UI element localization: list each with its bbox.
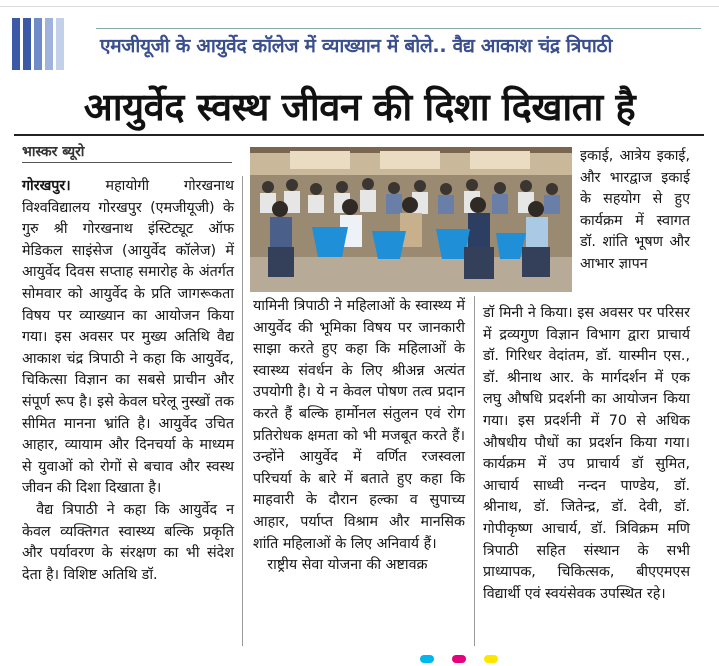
article-paragraph: वैद्य त्रिपाठी ने कहा कि आयुर्वेद न केवल व्यक्तिगत स्वास्थ्य बल्कि प्रकृति और पर्यावरण के संरक्षण का भी संदेश देता है। विशिष्ट अतिथि डॉ. [22, 501, 234, 583]
magenta-registration-mark [452, 655, 466, 663]
article-column-2 [253, 296, 465, 577]
article-paragraph: राष्ट्रीय सेवा योजना की अष्टावक्र [267, 557, 428, 574]
column-divider [474, 296, 475, 646]
decorative-stripes [12, 18, 64, 70]
byline: भास्कर ब्यूरो [22, 144, 85, 160]
kicker-rule [96, 28, 701, 29]
kicker-band [0, 18, 719, 70]
event-photo [250, 147, 572, 292]
article-paragraph [22, 176, 234, 500]
page-bottom-edge [0, 650, 719, 666]
page-top-edge [0, 0, 719, 7]
paragraph-text: महायोगी गोरखनाथ विश्वविद्यालय गोरखपुर (एमजीयूजी) के गुरु श्री गोरखनाथ इंस्टिट्यूट ऑफ मेडिकल साइंसेज (आयुर्वेद कॉलेज) में आयुर्वेद दिवस सप्ताह समारोह के अंतर्गत सोमवार को आयुर्वेद के प्रति जागरूकता विषय पर व्याख्यान का आयोजन किया गया। इस अवसर पर मुख्य अतिथि वैद्य आकाश चंद्र त्रिपाठी ने कहा कि आयुर्वेद, चिकित्सा विज्ञान का सबसे प्राचीन और संपूर्ण रूप है। इसे केवल घरेलू नुस्खों तक सीमित मानना भ्रांति है। आयुर्वेद उचित आहार, व्यायाम और दिनचर्या के माध्यम से युवाओं को रोगों से बचाव और स्वस्थ जीवन की दिशा दिखाता है। [22, 178, 234, 497]
dateline: गोरखपुर। [22, 178, 71, 194]
headline-rule [14, 134, 704, 136]
article-column-3: डॉ मिनी ने किया। इस अवसर पर परिसर में द्रव्यगुण विज्ञान विभाग द्वारा प्राचार्य डॉ. गिरिधर वेदांतम, डॉ. यास्मीन एस., डॉ. श्रीनाथ आर. के मार्गदर्शन में एक लघु औषधि प्रदर्शनी का आयोजन किया गया। इस प्रदर्शनी में 70 से अधिक औषधीय पौधों का प्रदर्शन किया गया। कार्यक्रम में उप प्राचार्य डॉ सुमित, आचार्य साध्वी नन्दन पाण्डेय, डॉ. श्रीनाथ, डॉ. जितेन्द्र, डॉ. देवी, डॉ. गोपीकृष्ण आचार्य, डॉ. त्रिविक्रम मणि त्रिपाठी सहित संस्थान के सभी प्राध्यापक, चिकित्सक, बीएएमएस विद्यार्थी एवं स्वयंसेवक उपस्थित रहे। [483, 305, 690, 602]
column-divider [242, 176, 243, 646]
yellow-registration-mark [484, 655, 498, 663]
cyan-registration-mark [420, 655, 434, 663]
audience-photo-image [250, 147, 572, 292]
article-paragraph: यामिनी त्रिपाठी ने महिलाओं के स्वास्थ्य में आयुर्वेद की भूमिका विषय पर जानकारी साझा करते हुए कहा कि महिलाओं के स्वास्थ्य संवर्धन के लिए श्रीअन्न अत्यंत उपयोगी है। ये न केवल पोषण तत्व प्रदान करते हैं बल्कि हार्मोनल संतुलन एवं रोग प्रतिरोधक क्षमता को भी मजबूत करते हैं। उन्होंने आयुर्वेद में वर्णित रजस्वला परिचर्या के बारे में बताते हुए कहा कि माहवारी के दौरान हल्का व सुपाच्य आहार, पर्याप्त विश्राम और मानसिक शांति महिलाओं के लिए अनिवार्य हैं। [253, 298, 465, 552]
article-column-3-top: इकाई, आत्रेय इकाई, और भारद्वाज इकाई के सहयोग से हुए कार्यक्रम में स्वागत डॉ. शांति भूषण और आभार ज्ञापन [580, 148, 690, 272]
article-column-1 [22, 176, 234, 586]
kicker-text: एमजीयूजी के आयुर्वेद कॉलेज में व्याख्यान में बोले.. वैद्य आकाश चंद्र त्रिपाठी [100, 35, 613, 57]
byline-rule [22, 162, 232, 163]
headline: आयुर्वेद स्वस्थ जीवन की दिशा दिखाता है [83, 85, 636, 129]
